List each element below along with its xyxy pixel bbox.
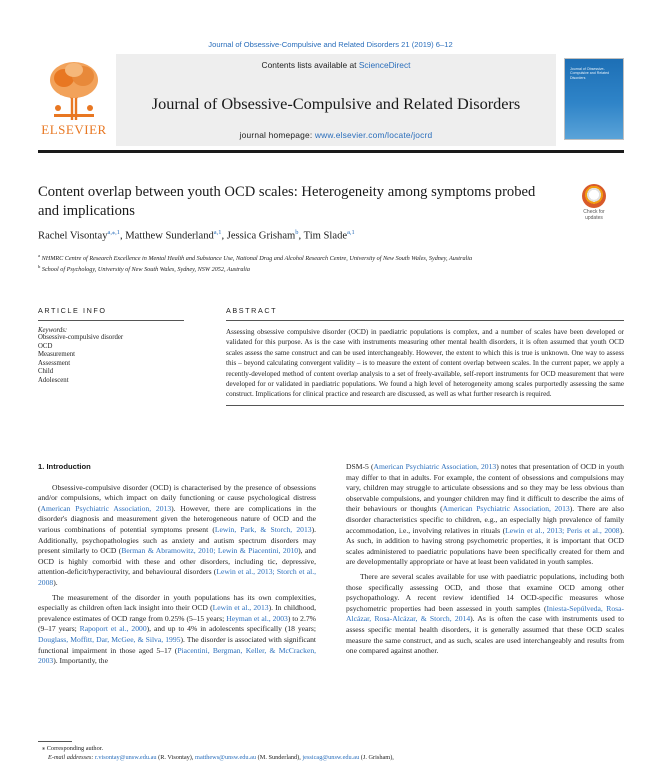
- paragraph-text: ). The disorder is associated with significant functional impairment in those aged 5–17 (: [38, 634, 316, 655]
- email-link[interactable]: r.visontay@unsw.edu.au: [95, 754, 157, 762]
- citation-link[interactable]: Piacentini, Bergman, Keller, & McCracken, 2003: [38, 645, 317, 666]
- paragraph-text: ). As is often the case with instruments used to assess specific mental health disorders, it is generally assumed that these OCD scales measure the same construct, and as such, scales are used interchangeably and results from one compared against another.: [346, 614, 625, 656]
- citation-link[interactable]: Douglass, Moffitt, Dar, McGee, & Silva, 1995: [38, 634, 181, 644]
- email-link[interactable]: jessicag@unsw.edu.au: [302, 754, 360, 762]
- homepage-link[interactable]: www.elsevier.com/locate/jocrd: [314, 130, 433, 140]
- article-info-heading: ARTICLE INFO: [38, 306, 107, 315]
- citation-link[interactable]: American Psychiatric Association, 2013: [373, 462, 497, 471]
- affiliation-text: NHMRC Centre of Research Excellence in Mental Health and Substance Use, National Drug and Alcohol Research Centre, University of New South Wales, Sydney, Australia: [41, 255, 473, 263]
- footnote-divider: [38, 741, 72, 742]
- citation-link[interactable]: Berman & Abramowitz, 2010; Lewin & Piacentini, 2010: [121, 546, 299, 556]
- paragraph: [38, 593, 316, 667]
- affiliation-item: [38, 263, 558, 274]
- keyword: Child: [38, 368, 54, 376]
- author-affiliation-link[interactable]: a,⁎,1: [107, 229, 120, 236]
- publisher-name: ELSEVIER: [41, 122, 107, 137]
- keyword: Obsessive-compulsive disorder: [38, 334, 124, 341]
- email-owner: (M. Sunderland),: [256, 754, 303, 762]
- email-owner: (R. Visontay),: [156, 754, 196, 762]
- check-updates-label: Check for updates: [583, 209, 605, 221]
- citation-link[interactable]: American Psychiatric Association, 2013: [442, 504, 570, 514]
- author-affiliation-link[interactable]: a,1: [213, 229, 222, 236]
- homepage-prefix: journal homepage:: [239, 130, 315, 140]
- paragraph-text: ). Additionally, psychopathologies such as anxiety and autism spectrum disorders may present similarly to OCD (: [38, 524, 317, 556]
- body-column-right: [346, 462, 624, 661]
- keyword: Adolescent: [38, 376, 69, 384]
- check-for-updates-button[interactable]: [576, 184, 612, 226]
- paragraph-text: ), and up to 4% in adolescents specifically (18 years;: [146, 624, 316, 634]
- citation-link[interactable]: Rapoport et al., 2000: [79, 624, 147, 634]
- paragraph-text: ). Importantly, the: [53, 656, 108, 666]
- paragraph-text: Obsessive-compulsive disorder (OCD) is characterised by the presence of obsessions and/or compulsions, which impact on daily functioning or cause psychological distress (: [38, 482, 316, 513]
- masthead-divider: [38, 150, 624, 153]
- email-link[interactable]: matthews@unsw.edu.au: [195, 754, 257, 762]
- article-info-divider: [38, 320, 184, 321]
- article-title: Content overlap between youth OCD scales: Heterogeneity among symptoms probed and implications: [38, 184, 536, 219]
- abstract-text: Assessing obsessive compulsive disorder (OCD) in paediatric populations is complex, and a number of scales have been developed or validated for this purpose. As is the case with instruments measuring other mental health disorders, it is often assumed that youth OCD scales assess the same construct and can be used interchangeably. However, the extent to which this is true is unknown. One way to assess this – beyond calculating convergent validity – is to measure the extent of content overlap between scales. In the current paper, we apply a recently-developed method of content overlap analysis to a set of freely-available, self-report instruments for OCD measurement that were developed for or validated in paediatric populations. We found a high level of heterogeneity among scales purportedly assessing the same construct. Implications for clinical practice and research are discussed, as well as what further research is required.: [226, 328, 624, 399]
- paragraph-text: ).: [53, 577, 58, 587]
- paragraph-text: ). In childhood, prevalence estimates of OCD range from 0.25% (5–15 years;: [38, 603, 316, 623]
- affiliations: [38, 252, 558, 275]
- email-owner: (J. Grisham),: [359, 754, 394, 762]
- citation-link[interactable]: Lewin, Park, & Storch, 2013: [214, 524, 312, 534]
- citation-link[interactable]: Lewin et al., 2013: [212, 603, 269, 613]
- author-name: Rachel Visontay: [38, 230, 108, 242]
- elsevier-logo[interactable]: [38, 54, 110, 140]
- keyword: Measurement: [38, 351, 75, 359]
- paragraph-text: ). There are also disorder characteristics specific to children, e.g., an especially high prevalence of family accommodation, i.e., involving relatives in rituals (: [346, 504, 624, 535]
- paragraph-text: ). However, there are complications in the disorder's diagnosis and measurement given the heterogeneous nature of OCD and the various combinations of potential symptoms present (: [38, 503, 316, 534]
- paragraph-text: There are several scales available for use with paediatric populations, including both those specifically assessing OCD, and those that examine OCD among other psychopathology. A recent review identified 14 OCD-specific measures whose psychometric properties had been assessed in youth samples (: [346, 571, 624, 613]
- citation-link[interactable]: Heyman et al., 2003: [226, 613, 288, 623]
- affiliation-marker: a: [38, 253, 41, 258]
- citation-link[interactable]: American Psychiatric Association, 2013: [40, 503, 172, 513]
- cover-title: Journal of Obsessive-Compulsive and Related Disorders: [570, 67, 610, 80]
- abstract-bottom-divider: [226, 405, 624, 406]
- author-name: Tim Slade: [303, 230, 348, 242]
- affiliation-item: [38, 252, 558, 263]
- corresponding-author-note: ⁎ Corresponding author.: [42, 745, 104, 752]
- section-heading: 1. Introduction: [38, 462, 91, 471]
- article-info-panel: [38, 306, 184, 386]
- check-updates-icon: [582, 184, 606, 208]
- journal-citation[interactable]: Journal of Obsessive-Compulsive and Related Disorders 21 (2019) 6–12: [208, 40, 453, 49]
- paragraph-text: ) notes that presentation of OCD in youth may differ to that in adults. For example, the content of obsessions and compulsions may vary, children may struggle to articulate obsessions and so they may be less obvious than observable compulsions, and younger children may find it difficult to describe the aims of their behaviours or thoughts (: [346, 462, 624, 514]
- elsevier-tree-icon: [46, 58, 102, 122]
- email-label: E-mail addresses:: [48, 754, 95, 762]
- paragraph-text: The measurement of the disorder in youth populations has its own complexities, especially as children often lack insight into their OCD (: [38, 592, 316, 613]
- citation-link[interactable]: Lewin et al., 2013; Peris et al., 2008: [505, 525, 620, 535]
- paragraph-text: ) to 2.7% (9–17 years;: [38, 613, 316, 634]
- abstract-heading: ABSTRACT: [226, 306, 278, 315]
- author-list: Rachel Visontay$^{a,⁎,1}$, Matthew Sunderland$^{a,1}$, Jessica Grisham$^b$, Tim Slade$^{a,1}$: [38, 229, 355, 242]
- author-name: Matthew Sunderland: [125, 230, 214, 242]
- journal-title: Journal of Obsessive-Compulsive and Related Disorders: [151, 94, 521, 113]
- email-line: [38, 753, 628, 762]
- paragraph-text: ). As such, in addition to having strong psychometric properties, it is important that OCD scales administered to paediatric populations have been specifically created for them and are developmentally appropriate or have at least been validated in youth samples.: [346, 525, 624, 567]
- footnotes: [38, 744, 628, 762]
- body-column-left: [38, 462, 316, 671]
- keywords-heading: Keywords:: [38, 327, 68, 334]
- paragraph-text: DSM-5 (: [346, 462, 374, 471]
- paragraph: [346, 462, 624, 568]
- journal-header-box: [116, 54, 556, 146]
- email-list: [95, 754, 394, 761]
- keyword: Assessment: [38, 359, 71, 367]
- paragraph: [38, 483, 316, 589]
- abstract-panel: [226, 306, 624, 406]
- citation-link[interactable]: Lewin et al., 2013; Storch et al., 2008: [38, 567, 317, 587]
- paragraph: [346, 572, 624, 657]
- abstract-divider: [226, 320, 624, 321]
- sciencedirect-link[interactable]: ScienceDirect: [358, 60, 411, 70]
- contents-prefix: Contents lists available at: [261, 60, 359, 70]
- author-name: Jessica Grisham: [226, 230, 296, 242]
- contents-line: [116, 60, 556, 70]
- citation-link[interactable]: Iniesta-Sepúlveda, Rosa-Alcázar, Rosa-Alcázar, & Storch, 2014: [346, 603, 624, 624]
- journal-homepage: [116, 130, 556, 140]
- affiliation-text: School of Psychology, University of New South Wales, Sydney, NSW 2052, Australia: [41, 266, 250, 274]
- journal-masthead: [38, 54, 624, 146]
- keyword: OCD: [38, 342, 53, 350]
- affiliation-marker: b: [38, 264, 41, 270]
- paragraph-text: ), and OCD is highly comorbid with these and other disorders, including tic, depressive, attention-deficit/hyperactivity, and behavioural disorders (: [38, 546, 316, 577]
- author-affiliation-link[interactable]: a,1: [347, 229, 355, 236]
- author-affiliation-link[interactable]: b: [295, 229, 299, 236]
- journal-cover-image[interactable]: [564, 58, 624, 140]
